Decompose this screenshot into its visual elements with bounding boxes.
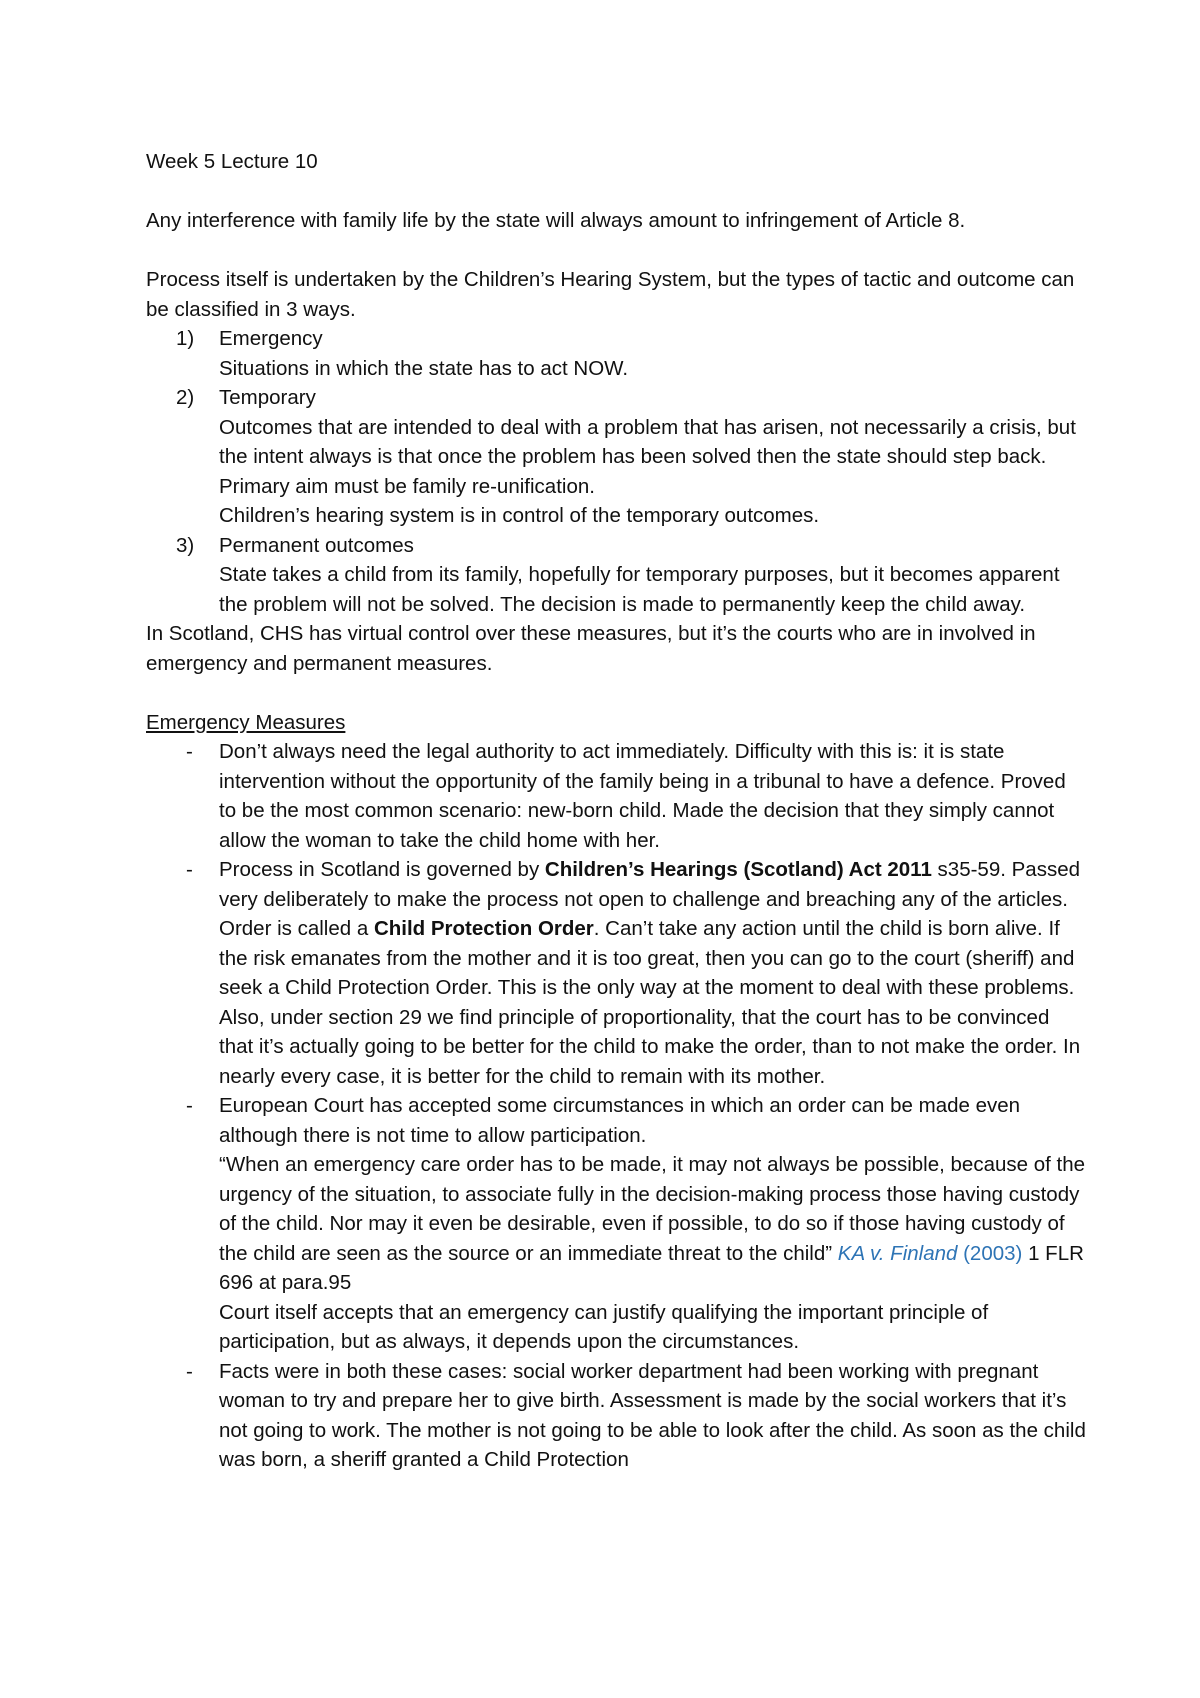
bullet-item xyxy=(146,1091,1086,1357)
outcome-description: Outcomes that are intended to deal with a problem that has arisen, not necessarily a crisis, but the intent always is that once the problem has been solved then the state should step back. Primary aim must be family re-unification. xyxy=(219,415,1076,498)
list-number: 1) xyxy=(176,327,195,350)
list-number: 2) xyxy=(176,386,195,409)
outcome-item-permanent xyxy=(146,531,1086,620)
page-title: Week 5 Lecture 10 xyxy=(146,150,318,173)
case-year-link[interactable]: (2003) xyxy=(963,1241,1023,1265)
quote-text: “When an emergency care order has to be made, it may not always be possible, because of the urgency of the situation, to associate fully in the decision-making process those having custody of the child. Nor may it even be desirable, even if possible, to do so if those having custody of the child are seen as the source or an immediate threat to the child” xyxy=(219,1153,1086,1265)
bullet-item xyxy=(146,737,1086,855)
bullet-dash: - xyxy=(186,740,193,763)
document-page xyxy=(146,147,1086,1475)
case-name-link[interactable]: KA v. Finland xyxy=(837,1241,958,1265)
spacer xyxy=(146,177,1086,207)
outcome-item-emergency xyxy=(146,324,1086,383)
bullet-dash: - xyxy=(186,1359,193,1383)
bullet-text: Facts were in both these cases: social worker department had been working with pregnant woman to try and prepare her to give birth. Assessment is made by the social workers that it’s not going to work. The mother is not going to be able to look after the child. As soon as the child was born, a sheriff granted a Child Protection xyxy=(219,1359,1086,1471)
case-citation: 1 FLR 696 at para.95 xyxy=(219,1241,1084,1294)
bullet-text-segment: s35-59. Passed very deliberately to make the process not open to challenge and breaching any of the articles. Order is called a xyxy=(219,858,1081,940)
outcome-heading: Emergency xyxy=(219,327,323,350)
spacer xyxy=(146,236,1086,266)
order-name: Child Protection Order xyxy=(373,917,594,940)
outcome-description: State takes a child from its family, hopefully for temporary purposes, but it becomes apparent the problem will not be solved. The decision is made to permanently keep the child away. xyxy=(219,563,1060,616)
outcome-heading: Permanent outcomes xyxy=(219,533,414,557)
act-name: Children’s Hearings (Scotland) Act 2011 xyxy=(544,858,932,881)
outcome-item-temporary xyxy=(146,383,1086,531)
process-intro-paragraph: Process itself is undertaken by the Children’s Hearing System, but the types of tactic and outcome can be classified in 3 ways. xyxy=(146,268,1075,321)
bullet-item xyxy=(146,855,1086,1091)
intro-paragraph: Any interference with family life by the state will always amount to infringement of Article 8. xyxy=(146,209,966,232)
bullet-text: European Court has accepted some circumstances in which an order can be made even although there is not time to allow participation. xyxy=(219,1094,1021,1147)
bullet-text xyxy=(219,855,1086,1091)
spacer xyxy=(146,678,1086,708)
bullet-dash: - xyxy=(186,858,193,881)
bullet-text: Court itself accepts that an emergency can justify qualifying the important principle of participation, but as always, it depends upon the circumstances. xyxy=(219,1300,989,1353)
list-number: 3) xyxy=(176,533,195,557)
outcome-heading: Temporary xyxy=(219,386,316,409)
bullet-text-segment: . Can’t take any action until the child is born alive. If the risk emanates from the mother and it is too great, then you can go to the court (sheriff) and seek a Child Protection Order. This is the only way at the moment to deal with these problems. Also, under section 29 we find principle of proportionality, that the court has to be convinced that it’s actually going to be better for the child to make the order, than to not make the order. In nearly every case, it is better for the child to remain with its mother. xyxy=(219,917,1081,1088)
quotation xyxy=(219,1150,1086,1298)
bullet-text-segment: Process in Scotland is governed by xyxy=(219,858,545,881)
bullet-text: Don’t always need the legal authority to act immediately. Difficulty with this is: it is state intervention without the opportunity of the family being in a tribunal to have a defence. Proved to be the most common scenario: new-born child. Made the decision that they simply cannot allow the woman to take the child home with her. xyxy=(219,740,1066,852)
scotland-note-paragraph: In Scotland, CHS has virtual control over these measures, but it’s the courts who are in involved in emergency and permanent measures. xyxy=(146,622,1036,675)
bullet-item xyxy=(146,1357,1086,1475)
outcome-description: Situations in which the state has to act NOW. xyxy=(219,356,629,380)
section-heading-emergency-measures: Emergency Measures xyxy=(146,710,346,734)
bullet-dash: - xyxy=(186,1094,193,1117)
outcome-description: Children’s hearing system is in control of the temporary outcomes. xyxy=(219,504,820,527)
